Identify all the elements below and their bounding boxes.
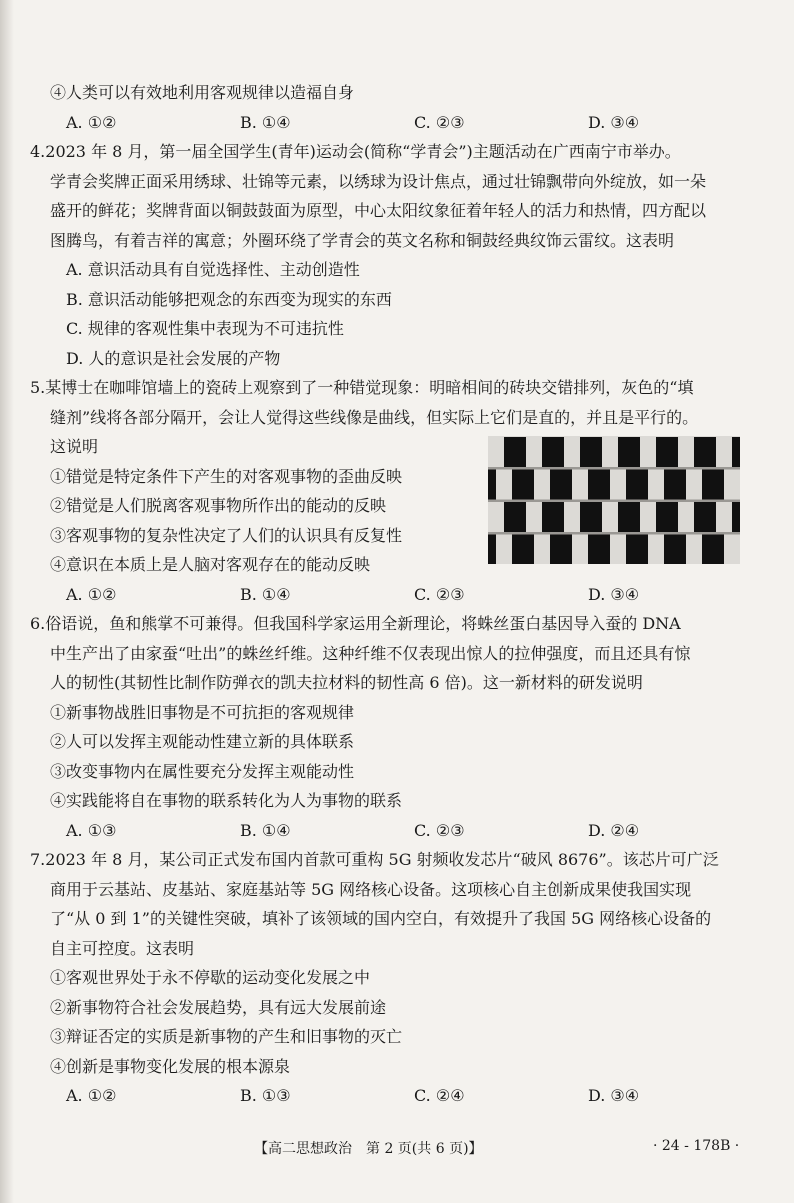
illusion-tile xyxy=(694,502,716,532)
q4-stem-line-1: 4.2023 年 8 月，第一届全国学生(青年)运动会(简称“学青会”)主题活动在广西南宁市举办。 xyxy=(30,142,681,161)
q4-stem-line-4: 图腾鸟，有着吉祥的寓意；外圈环绕了学青会的英文名称和铜鼓经典纹饰云雷纹。这表明 xyxy=(50,230,675,250)
q7-stem-line-1: 7.2023 年 8 月，某公司正式发布国内首款可重构 5G 射频收发芯片“破风 8676”。该芯片可广泛 xyxy=(30,850,719,869)
q3-option-d[interactable]: D. ③④ xyxy=(588,112,640,132)
q6-item-1: ①新事物战胜旧事物是不可抗拒的客观规律 xyxy=(50,702,355,722)
q7-option-b[interactable]: B. ①③ xyxy=(240,1086,291,1105)
q7-option-c[interactable]: C. ②④ xyxy=(414,1086,465,1105)
illusion-tile xyxy=(550,535,572,565)
q7-option-a[interactable]: A. ①② xyxy=(66,1086,117,1105)
q7-option-d[interactable]: D. ③④ xyxy=(588,1086,640,1105)
q6-option-a[interactable]: A. ①③ xyxy=(66,820,117,840)
cafe-wall-illusion-image xyxy=(488,436,740,564)
q6-option-c[interactable]: C. ②③ xyxy=(414,820,465,840)
q4-choice-c[interactable]: C. 规律的客观性集中表现为不可违抗性 xyxy=(66,319,344,338)
illusion-tile xyxy=(656,502,678,532)
illusion-tile xyxy=(580,437,602,467)
illusion-tile xyxy=(732,437,740,467)
q7-options xyxy=(30,1081,770,1111)
illusion-tile xyxy=(550,470,572,500)
q5-item-4: ④意识在本质上是人脑对客观存在的能动反映 xyxy=(50,555,371,574)
illusion-tile xyxy=(626,535,648,565)
illusion-tile xyxy=(664,470,686,500)
footer-page-info: 【高二思想政治 第 2 页(共 6 页)】 xyxy=(254,1141,483,1157)
q7-item-2: ②新事物符合社会发展趋势，具有远大发展前途 xyxy=(50,997,387,1017)
q5-option-d[interactable]: D. ③④ xyxy=(588,584,640,604)
illusion-tile xyxy=(488,535,496,565)
illusion-mortar-line xyxy=(488,532,740,535)
q7-stem-line-3: 了“从 0 到 1”的关键性突破，填补了该领域的国内空白，有效提升了我国 5G 网络核心设备的 xyxy=(50,909,712,928)
q6-stem-line-1: 6.俗语说，鱼和熊掌不可兼得。但我国科学家运用全新理论，将蛛丝蛋白基因导入蚕的 DNA xyxy=(30,614,681,633)
illusion-tile xyxy=(504,437,526,467)
illusion-tile xyxy=(504,502,526,532)
illusion-tile xyxy=(626,470,648,500)
q3-item-4: ④人类可以有效地利用客观规律以造福自身 xyxy=(50,83,355,102)
q7-item-4: ④创新是事物变化发展的根本源泉 xyxy=(50,1056,291,1076)
q5-item-1: ①错觉是特定条件下产生的对客观事物的歪曲反映 xyxy=(50,466,403,486)
illusion-tile xyxy=(580,502,602,532)
illusion-tile xyxy=(664,535,686,565)
illusion-tile xyxy=(732,502,740,532)
illusion-tile xyxy=(702,470,724,500)
q5-body xyxy=(30,432,770,580)
illusion-tile xyxy=(588,535,610,565)
q3-option-c[interactable]: C. ②③ xyxy=(414,112,465,132)
q4-choice-a[interactable]: A. 意识活动具有自觉选择性、主动创造性 xyxy=(66,260,360,279)
page-footer xyxy=(0,1138,794,1162)
q4-choice-d[interactable]: D. 人的意识是社会发展的产物 xyxy=(66,348,281,368)
q7-item-3: ③辩证否定的实质是新事物的产生和旧事物的灭亡 xyxy=(50,1027,403,1046)
illusion-svg xyxy=(488,436,740,564)
illusion-tile xyxy=(542,437,564,467)
q5-option-a[interactable]: A. ①② xyxy=(66,584,117,604)
illusion-tile xyxy=(588,470,610,500)
q6-stem-line-2: 中生产出了由家蚕“吐出”的蛛丝纤维。这种纤维不仅表现出惊人的拉伸强度，而且还具有惊 xyxy=(50,643,691,663)
illusion-tile xyxy=(542,502,564,532)
q5-stem-line-2: 缝剂”线将各部分隔开，会让人觉得这些线像是曲线，但实际上它们是直的，并且是平行的。 xyxy=(50,407,699,427)
q3-options xyxy=(30,108,770,138)
q5-item-2: ②错觉是人们脱离客观事物所作出的能动的反映 xyxy=(50,496,387,515)
q6-item-3: ③改变事物内在属性要充分发挥主观能动性 xyxy=(50,761,355,781)
illusion-tile xyxy=(656,437,678,467)
illusion-mortar-line xyxy=(488,467,740,470)
q3-option-b[interactable]: B. ①④ xyxy=(240,112,291,132)
illusion-tile xyxy=(702,535,724,565)
illusion-tile xyxy=(512,535,534,565)
q6-option-d[interactable]: D. ②④ xyxy=(588,820,640,840)
q5-item-3: ③客观事物的复杂性决定了人们的认识具有反复性 xyxy=(50,525,403,545)
illusion-tile xyxy=(694,437,716,467)
q7-stem-line-4: 自主可控度。这表明 xyxy=(50,938,195,958)
q6-item-2: ②人可以发挥主观能动性建立新的具体联系 xyxy=(50,732,355,751)
q5-options xyxy=(30,580,770,610)
page-edge-shadow xyxy=(0,0,14,1203)
q7-stem-line-2: 商用于云基站、皮基站、家庭基站等 5G 网络核心设备。这项核心自主创新成果使我国实现 xyxy=(50,879,692,899)
q7-item-1: ①客观世界处于永不停歇的运动变化发展之中 xyxy=(50,968,371,987)
q6-option-b[interactable]: B. ①④ xyxy=(240,820,291,840)
q5-option-c[interactable]: C. ②③ xyxy=(414,584,465,604)
q4-stem-line-2: 学青会奖牌正面采用绣球、壮锦等元素，以绣球为设计焦点，通过壮锦飘带向外绽放，如一朵 xyxy=(50,171,707,191)
q4-stem-line-3: 盛开的鲜花；奖牌背面以铜鼓鼓面为原型，中心太阳纹象征着年轻人的活力和热情，四方配以 xyxy=(50,201,707,220)
q4-choice-b[interactable]: B. 意识活动能够把观念的东西变为现实的东西 xyxy=(66,289,392,309)
q6-stem-line-3: 人的韧性(其韧性比制作防弹衣的凯夫拉材料的韧性高 6 倍)。这一新材料的研发说明 xyxy=(50,673,643,692)
q5-stem-line-1: 5.某博士在咖啡馆墙上的瓷砖上观察到了一种错觉现象：明暗相间的砖块交错排列，灰色的“填 xyxy=(30,378,694,397)
illusion-tile xyxy=(512,470,534,500)
q6-item-4: ④实践能将自在事物的联系转化为人为事物的联系 xyxy=(50,791,403,810)
illusion-tile xyxy=(618,437,640,467)
q3-option-a[interactable]: A. ①② xyxy=(66,112,117,132)
illusion-mortar-line xyxy=(488,500,740,503)
footer-code: · 24 - 178B · xyxy=(653,1138,740,1154)
q6-options xyxy=(30,816,770,846)
q5-stem-line-3: 这说明 xyxy=(50,437,99,456)
page-content xyxy=(30,78,770,1111)
illusion-tile xyxy=(488,470,496,500)
q5-option-b[interactable]: B. ①④ xyxy=(240,584,291,604)
illusion-tile xyxy=(618,502,640,532)
